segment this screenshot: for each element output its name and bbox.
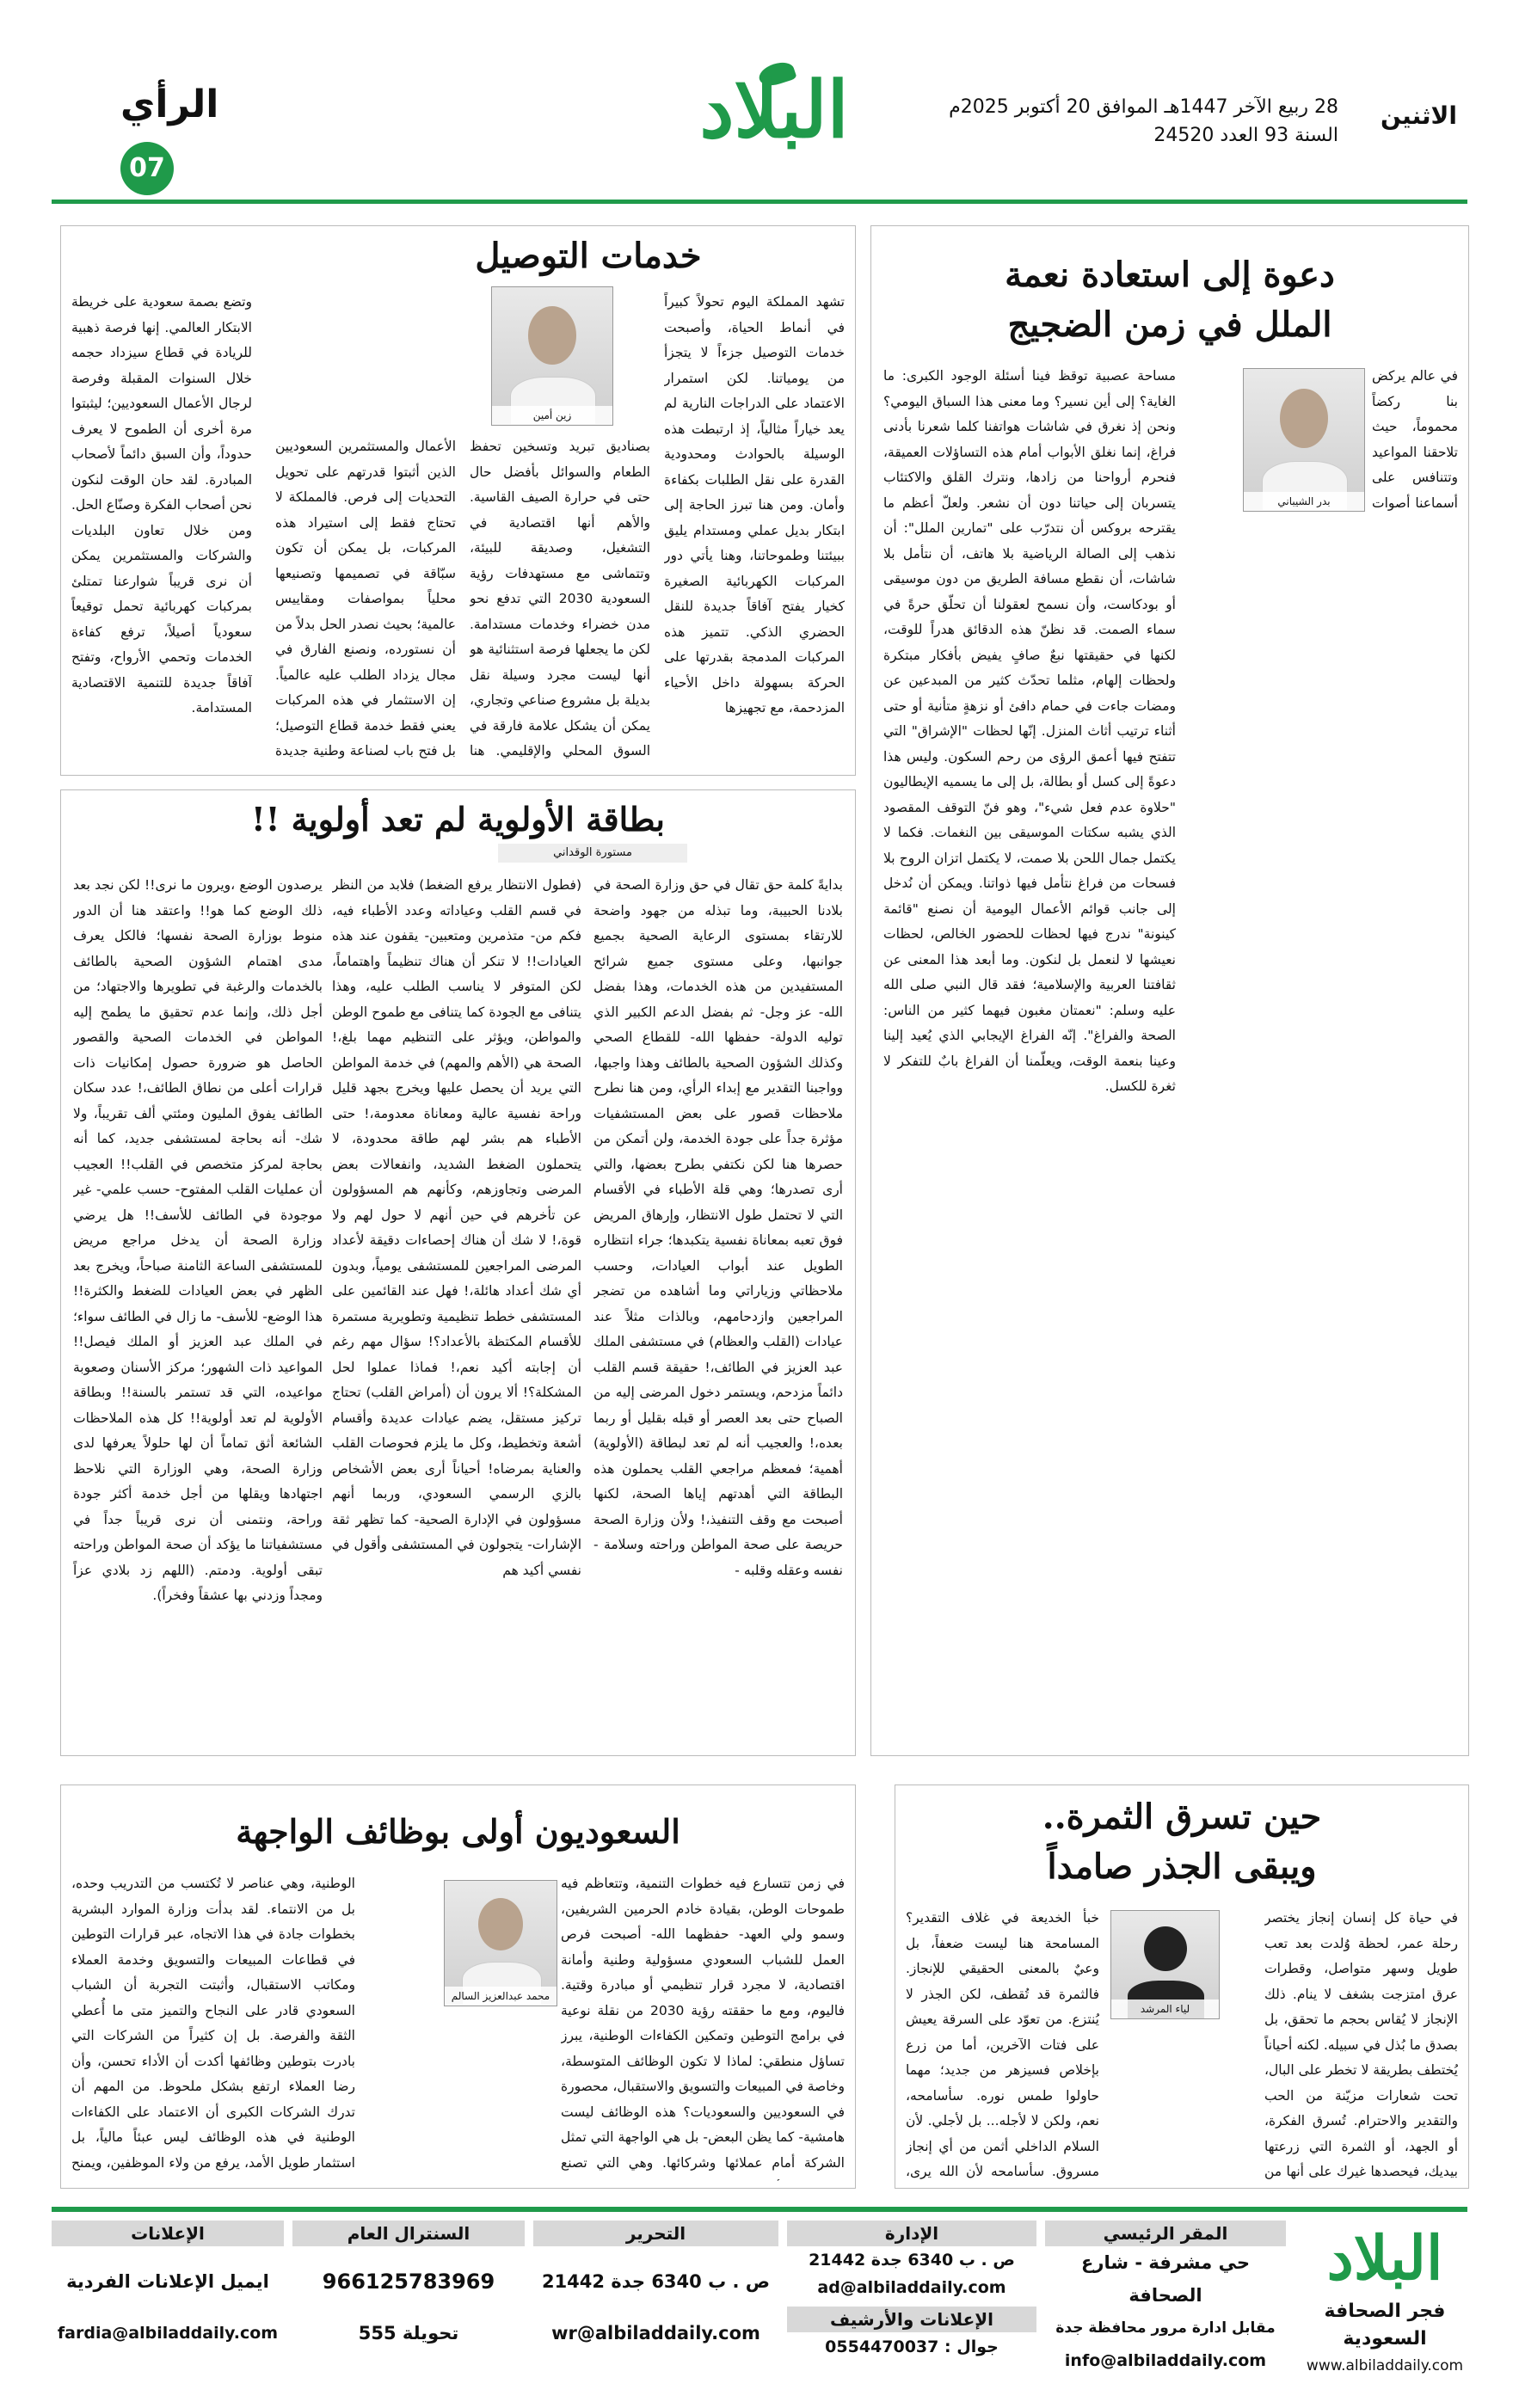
footer-ads xyxy=(52,2221,284,2384)
author-name: محمد عبدالعزيز السالم xyxy=(445,1987,557,2006)
footer-editorial-line-1: ص . ب 6340 جدة 21442 xyxy=(541,2271,771,2292)
article-title-line-2: الملل في زمن الضجيج xyxy=(1007,304,1332,345)
footer-ads-line-1: ايميل الإعلانات الفردية xyxy=(66,2271,269,2292)
page-number-badge: 07 xyxy=(120,142,174,195)
article-column-1: في عالم يركض بنا ركضاً محموماً، حيث تلاحقنا المواعيد وتتنافس على أسماعنا أصوات xyxy=(1372,368,1458,511)
article-title: خدمات التوصيل xyxy=(475,236,702,276)
masthead-logo xyxy=(662,58,886,162)
footer-logo-wordmark: البلاد xyxy=(1326,2222,1443,2294)
footer-hq-line-2: مقابل ادارة مرور محافظة جدة xyxy=(1055,2319,1276,2337)
author-byline: مستورة الوقداني xyxy=(498,844,687,863)
article-title-line-1: حين تسرق الثمرة.. xyxy=(1042,1797,1322,1837)
header-divider xyxy=(52,200,1467,204)
footer-switchboard-phone[interactable]: 966125783969 xyxy=(322,2270,495,2294)
article-column-2: بصناديق تبريد وتسخين تحفظ الطعام والسوائل بأفضل حال حتى في حرارة الصيف القاسية. والأهم أنها اقتصادية في التشغيل، وصديقة للبيئة، وتتماشى مع مستهدفات رؤية السعودية 2030 التي تدفع نحو مدن خضراء وخدمات مستدامة. لكن ما يجعلها فرصة استثنائية هو أنها ليست مجرد وسيلة نقل بديلة بل مشروع صناعي وتجاري، يمكن أن يشكل علامة فارقة في السوق المحلي والإقليمي. هنا xyxy=(470,439,650,759)
footer-admin-heading: الإدارة xyxy=(787,2221,1036,2246)
author-name: لياء المرشد xyxy=(1111,2000,1219,2018)
footer-editorial-heading: التحرير xyxy=(533,2221,778,2246)
footer-website[interactable]: www.albiladdaily.com xyxy=(1306,2357,1464,2374)
footer-hq-email[interactable]: info@albiladdaily.com xyxy=(1064,2351,1267,2370)
article-title-line-1: دعوة إلى استعادة نعمة xyxy=(1005,255,1335,295)
article-title-line-2: ويبقى الجذر صامداً xyxy=(1047,1846,1317,1887)
article-column-4: وتضع بصمة سعودية على خريطة الابتكار العالمي. إنها فرصة ذهبية للريادة في قطاع سيزداد حجمه خلال السنوات المقبلة وفرصة لرجال الأعمال السعوديين؛ ليثبتوا مرة أخرى أن الطموح لا يعرف حدوداً، وأن السبق دائماً لأصحاب المبادرة. لقد حان الوقت لنكون نحن أصحاب الفكرة وصنّاع الحل. ومن خلال تعاون البلديات والشركات والمستثمرين يمكن أن نرى قريباً شوارعنا تمتلئ بمركبات كهربائية تحمل توقيعاً سعودياً أصيلاً، ترفع كفاءة الخدمات وتحمي الأرواح، وتفتح آفاقاً جديدة للتنمية الاقتصادية المستدامة. xyxy=(71,294,252,716)
footer-divider xyxy=(52,2207,1467,2212)
article-column-2: مساحة عصبية توقظ فينا أسئلة الوجود الكبرى: ما الغاية؟ إلى أين نسير؟ وما معنى هذا السباق اليومي؟ ونحن إذ نغرق في شاشات هواتفنا كلما شعرنا بأدنى فراغ، إنما نغلق الأبواب أمام هذه التساؤلات العميقة، فنحرم أرواحنا من زادها، ونترك القلق والاكتئاب يتسربان إلى حياتنا دون أن نشعر. ولعلّ أعظم ما يقترحه بروكس أن نتدرّب على "تمارين الملل": أن نذهب إلى الصالة الرياضية بلا هاتف، أن نتأمل بلا شاشات، أن نقطع مسافة الطريق من دون موسيقى أو بودكاست، وأن نسمح لعقولنا أن تحلّق حرةً في سماء الصمت. قد نظنّ هذه الدقائق هدراً للوقت، لكنها في حقيقتها نبعٌ صافٍ يفيض بأفكار مبتكرة ولحظات إلهام، مثلما تحدّث كثير من المبدعين عن ومضات جاءت في حمام دافئ أو نزهةٍ متأنية أو حتى أثناء ترتيب أثاث المنزل. إنّها لحظات "الإشراق" التي تتفتح فيها أعمق الرؤى من رحم السكون. وليس هذا دعوةً إلى كسل أو بطالة، بل إلى ما يسميه الإيطاليون "حلاوة عدم فعل شيء"، وهو فنّ التوقف المقصود الذي يشبه سكتات الموسيقى بين النغمات. فكما لا يكتمل جمال اللحن بلا صمت، لا يكتمل اتزان الروح بلا فسحات من فراغ نتأمل فيها ذواتنا. ويمكن أن نُدخل إلى جانب قوائم الأعمال اليومية أن نصنع "قائمة كينونة" ندرج فيها لحظات للحضور الخالص، لحظات نعيشها لا لنعمل بل لنكون. وما أبعد هذا المعنى عن ثقافتنا العربية والإسلامية؛ فقد قال النبي صلى الله عليه وسلم: "نعمتان مغبون فيهما كثير من الناس: الصحة والفراغ". إنّه الفراغ الإيجابي الذي يُعيد إلينا وعينا بنعمة الوقت، ويعلّمنا أن الفراغ بابٌ للتفكر لا ثغرة للكسل. xyxy=(883,368,1176,1094)
footer-ext-label: تحويلة xyxy=(402,2323,459,2344)
article-priority-card xyxy=(60,789,856,1756)
footer-ads-heading: الإعلانات xyxy=(52,2221,284,2246)
issue-day: الاثنين xyxy=(1380,101,1457,130)
footer-admin-phone-label: جوال : xyxy=(944,2337,999,2356)
footer-hq xyxy=(1045,2221,1286,2384)
footer-switchboard xyxy=(292,2221,525,2384)
footer-editorial xyxy=(533,2221,778,2384)
author-name: زين أمين xyxy=(492,406,612,425)
footer-hq-heading: المقر الرئيسي xyxy=(1045,2221,1286,2246)
article-delivery-services xyxy=(60,225,856,776)
article-column-2: الوطنية، وهي عناصر لا تُكتسب من التدريب وحده، بل من الانتماء. لقد بدأت وزارة الموارد البشرية بخطوات جادة في هذا الاتجاه، عبر قرارات التوطين في قطاعات المبيعات والتسويق وخدمة العملاء ومكاتب الاستقبال، وأثبتت التجربة أن الشباب السعودي قادر على النجاح والتميز متى ما أُعطي الثقة والفرصة. بل إن كثيراً من الشركات التي بادرت بتوطين وظائفها أكدت أن الأداء تحسن، وأن رضا العملاء ارتفع بشكل ملحوظ. من المهم أن تدرك الشركات الكبرى أن الاعتماد على الكفاءات الوطنية في هذه الوظائف ليس عبئاً مالياً، بل استثمار طويل الأمد، يرفع من ولاء الموظفين، ويمنح xyxy=(71,1876,355,2171)
footer-admin-line-1: ص . ب 6340 جدة 21442 xyxy=(809,2251,1015,2270)
article-title: السعوديون أولى بوظائف الواجهة xyxy=(236,1812,680,1851)
footer-switchboard-heading: السنترال العام xyxy=(292,2221,525,2246)
author-head-shape xyxy=(1280,389,1328,448)
article-column-2: (فطول الانتظار يرفع الضغط) فلابد من النظر في قسم القلب وعياداته وعدد الأطباء فيه، فكم من- متذمرين ومتعبين- يقفون عند هذه العيادات!! لا تنكر أن هناك تنظيماً واهتماماً، لكن المتوفر لا يناسب الطلب عليه، وهذا يتنافى مع الجودة كما يتنافى مع طموح الوطن والمواطن، ويؤثر على التنظيم مهما بلغ،! الصحة هي (الأهم والمهم) في خدمة المواطن التي يريد أن يحصل عليها ويخرج بجهد قليل وراحة نفسية عالية ومعاناة معدومة،! حتى الأطباء هم بشر لهم طاقة محدودة، لا يتحملون الضغط الشديد، وانفعالات بعض المرضى وتجاوزهم، وكأنهم هم المسؤولون عن تأخرهم في حين أنهم لا حول لهم ولا قوة،! لا شك أن هناك إحصاءات دقيقة لأعداد المرضى المراجعين للمستشفى يومياً، وبدون أي شك أعداد هائلة،! فهل عند القائمين على المستشفى خطط تنظيمية وتطويرية مستمرة للأقسام المكتظة بالأعداد؟! سؤال مهم رغم أن إجابته أكيد نعم،! فماذا عملوا لحل المشكلة؟! ألا يرون أن (أمراض القلب) تحتاج تركيز مستقل، يضم عيادات عديدة وأقسام أشعة وتخطيط، وكل ما يلزم فحوصات القلب والعناية بمرضاه! أحياناً أرى بعض الأشخاص بالزي الرسمي السعودي، وربما أنهم مسؤولون في الإدارة الصحية- كما تظهر ثقة الإشارات- يتجولون في المستشفى وأقول في نفسي أكيد هم xyxy=(332,877,581,1578)
article-title: بطاقة الأولوية لم تعد أولوية !! xyxy=(251,800,665,838)
footer-admin-phone[interactable]: 0554470037 xyxy=(825,2337,939,2356)
author-head-shape xyxy=(528,306,576,364)
article-column-1: في حياة كل إنسان إنجاز يختصر رحلة عمر، لحظة وُلدت بعد تعب طويل وسهر متواصل، وقطرات عرق امتزجت بشغف لا ينام. ذلك الإنجاز لا يُقاس بحجم ما تحقق، بل بصدق ما بُذل في سبيله. لكنه أحياناً يُختطف بطريقة لا تخطر على البال، تحت شعارات مزيّنة من الحب والتقدير والاحترام. تُسرق الفكرة، أو الجهد، أو الثمرة التي زرعتها بيديك، فيحصدها غيرك على أنها من xyxy=(1264,1910,1458,2179)
article-column-1: في زمن تتسارع فيه خطوات التنمية، وتتعاظم فيه طموحات الوطن، بقيادة خادم الحرمين الشريفين، وسمو ولي العهد- حفظهما الله- أصبحت فرص العمل للشباب السعودي مسؤولية وطنية وأمانة اقتصادية، لا مجرد قرار تنظيمي أو مبادرة وقتية. فاليوم، ومع ما حققته رؤية 2030 من نقلة نوعية في برامج التوطين وتمكين الكفاءات الوطنية، يبرز تساؤل منطقي: لماذا لا تكون الوظائف المتوسطة، وخاصة في المبيعات والتسويق والاستقبال، محصورة في السعوديين والسعوديات؟ هذه الوظائف ليست هامشية- كما يظن البعض- بل هي الواجهة التي تمثل الشركة أمام عملائها وشركائها. وهي التي تصنع xyxy=(561,1876,845,2171)
article-column-1: بدايةً كلمة حق تقال في حق وزارة الصحة في بلادنا الحبيبة، وما تبذله من جهود واضحة للارتقاء بمستوى الرعاية الصحية بجميع جوانبها، وعلى مستوى جميع شرائح المستفيدين من هذه الخدمات، وهذا بفضل الله- عز وجل- ثم بفضل الدعم الكبير الذي توليه الدولة- حفظها الله- للقطاع الصحي وكذلك الشؤون الصحية بالطائف وهذا واجبها، وواجبنا التقدير مع إبداء الرأي، ومن هنا نطرح ملاحظات قصور على بعض المستشفيات مؤثرة جداً على جودة الخدمة، ولن أتمكن من حصرها هنا لكن نكتفي بطرح بعضها، والتي أرى تصدرها؛ وهي قلة الأطباء في الأقسام التي لا تحتمل طول الانتظار، وإرهاق المريض فوق تعبه بمعاناة نفسية يتكبدها؛ جراء انتظاره الطويل عند أبواب العيادات، وحسب ملاحظاتي وزياراتي وما أشاهده من تضجر المراجعين وازدحامهم، وبالذات مثلاً عند عيادات (القلب والعظام) في مستشفى الملك عبد العزيز في الطائف،! حقيقة قسم القلب دائماً مزدحم، ويستمر دخول المرضى إليه من الصباح حتى بعد العصر أو قبله بقليل أو ربما بعده،! والعجيب أنه لم تعد لبطاقة (الأولوية) أهمية؛ فمعظم مراجعي القلب يحملون هذه البطاقة التي أهدتهم إياها الصحة، لكنها أصبحت مع وقف التنفيذ،! ولأن وزارة الصحة حريصة على صحة المواطن وراحته وسلامة - نفسه وعقله وقلبه - xyxy=(593,877,843,1578)
footer-ads-email[interactable]: fardia@albiladdaily.com xyxy=(57,2324,279,2343)
footer-admin-email[interactable]: ad@albiladdaily.com xyxy=(817,2278,1006,2297)
author-photo xyxy=(491,286,613,426)
author-photo xyxy=(1110,1910,1220,2019)
article-stolen-fruit xyxy=(895,1784,1469,2189)
author-head-shape xyxy=(1144,1926,1187,1972)
author-head-shape xyxy=(478,1898,523,1950)
footer-archive-heading: الإعلانات والأرشيف xyxy=(787,2307,1036,2332)
footer-editorial-email[interactable]: wr@albiladdaily.com xyxy=(551,2323,760,2344)
footer-admin xyxy=(787,2221,1036,2384)
author-photo xyxy=(444,1880,557,2006)
footer-admin-phone-row xyxy=(787,2332,1036,2362)
article-column-2: خبأ الخديعة في غلاف التقدير؟ المسامحة هنا ليست ضعفاً، بل وعيٌ بالمعنى الحقيقي للإنجاز. فالثمرة قد تُقطف، لكن الجذر لا يُنتزع. من تعوّد على السرقة يعيش على فتات الآخرين، أما من زرع بإخلاص فسيزهر من جديد؛ مهما حاولوا طمس نوره. سأسامحه، نعم، ولكن لا لأجله... بل لأجلي. لأن السلام الداخلي أثمن من أي إنجاز مسروق. سأسامحه لأن الله يرى، xyxy=(906,1910,1099,2179)
author-name: بدر الشيباني xyxy=(1244,492,1364,511)
footer-slogan: فجر الصحافة السعودية xyxy=(1324,2300,1446,2350)
author-photo xyxy=(1243,368,1365,512)
section-title: الرأي xyxy=(120,83,219,126)
article-column-3: الأعمال والمستثمرين السعوديين الذين أثبتوا قدرتهم على تحويل التحديات إلى فرص. فالمملكة لا تحتاج فقط إلى استيراد هذه المركبات، بل يمكن أن تكون سبّاقة في تصميمها وتصنيعها محلياً بمواصفات ومقاييس عالمية؛ بحيث نصدر الحل بدلاً من أن نستورده، ونصنع الفارق في مجال يزداد الطلب عليه عالمياً. إن الاستثمار في هذه المركبات يعني فقط خدمة قطاع التوصيل؛ بل فتح باب لصناعة وطنية جديدة xyxy=(275,439,456,759)
article-saudis-front-jobs xyxy=(60,1784,856,2189)
logo-wordmark: البلاد xyxy=(699,64,849,156)
footer-logo xyxy=(1295,2219,1475,2382)
article-column-1: تشهد المملكة اليوم تحولاً كبيراً في أنماط الحياة، وأصبحت خدمات التوصيل جزءاً لا يتجزأ من يومياتنا. لكن استمرار الاعتماد على الدراجات النارية لم يعد خياراً مثالياً، إذ ارتبطت هذه الوسيلة بالحوادث ومحدودية القدرة على نقل الطلبات بكفاءة وأمان. ومن هنا تبرز الحاجة إلى ابتكار بديل عملي ومستدام يليق ببيئتنا وطموحاتنا، وهنا يأتي دور المركبات الكهربائية الصغيرة كخيار يفتح آفاقاً جديدة للنقل الحضري الذكي. تتميز هذه المركبات المدمجة بقدرتها على الحركة بسهولة داخل الأحياء المزدحمة، مع تجهيزها xyxy=(664,294,845,716)
article-column-3: يرصدون الوضع ،ويرون ما نرى!! لكن نجد بعد ذلك الوضع كما هو!! واعتقد هنا أن الدور منوط بوزارة الصحة نفسها؛ فالكل يعرف مدى اهتمام الشؤون الصحية بالطائف بالخدمات والرغبة في تطويرها والاجتهاد؛ من أجل ذلك، وإنما عدم تحقيق ما يطمح إليه المواطن في الخدمات الصحية والقصور الحاصل هو ضرورة حصول إمكانيات ذات قرارات أعلى من نطاق الطائف،! عدد سكان الطائف يفوق المليون ومئتي ألف تقريباً، ولا شك- أنه بحاجة لمستشفى جديد، كما أنه بحاجة لمركز متخصص في القلب!! العجيب أن عمليات القلب المفتوح- حسب علمي- غير موجودة في الطائف للأسف!! هل يرضي وزارة الصحة أن يدخل مراجع مريض للمستشفى الساعة الثامنة صباحاً، ويخرج بعد الظهر في بعض العيادات للضغط والكثرة!! هذا الوضع- للأسف- ما زال في الطائف سواء؛ في الملك عبد العزيز أو الملك فيصل!! المواعيد ذات الشهور؛ مركز الأسنان وصعوبة مواعيده، التي قد تستمر بالسنة!! وبطاقة الأولوية لم تعد أولوية!! كل هذه الملاحظات الشائعة أثق تماماً أن لها حلولاً يعرفها لدى وزارة الصحة، وهي الوزارة التي نلاحظ اجتهادها ويقلها من أجل خدمة أكثر جودة وراحة، ونتمنى أن نرى قريباً جداً في مستشفياتنا ما يؤكد أن صحة المواطن وراحته تبقى أولوية. ودمتم. (اللهم زد بلادي عزاً ومجداً وزدني بها عشقاً وفخراً). xyxy=(73,877,323,1603)
footer-switchboard-ext-row xyxy=(292,2317,525,2350)
article-boredom xyxy=(870,225,1469,1756)
issue-date: 28 ربيع الآخر 1447هـ الموافق 20 أكتوبر 2025م xyxy=(949,96,1338,118)
footer-hq-line-1: حي مشرفة - شارع الصحافة xyxy=(1081,2252,1250,2306)
footer-ext-number: 555 xyxy=(358,2323,397,2344)
issue-number: السنة 93 العدد 24520 xyxy=(1153,125,1338,146)
